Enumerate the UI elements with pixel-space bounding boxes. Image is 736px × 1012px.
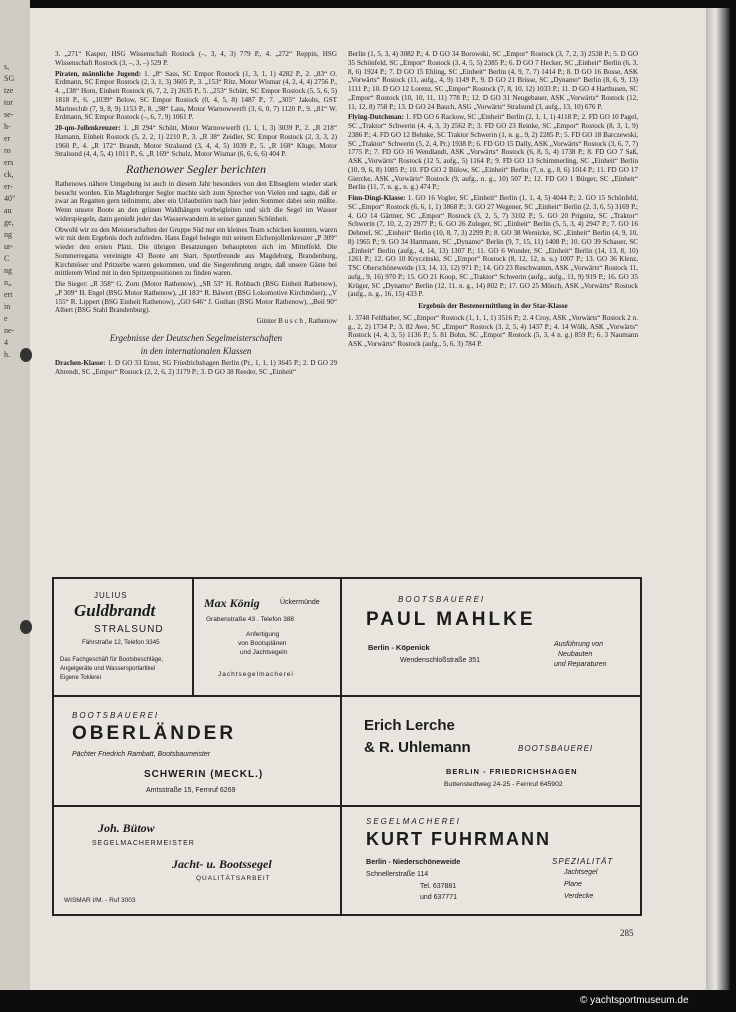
ad-fuhrmann <box>341 806 641 915</box>
paragraph: Berlin (1, 5, 3, 4) 3082 P.; 4. D GO 34 Borowski, SC „Empor“ Rostock (3, 7, 2, 3) 2538 P.; 5. D GO 35 Schönfeld, SC „Empor“ Rostock (3, 4, 5, 5) 2385 P.; 6. D GO 7 Hecker, SC „Einheit“ Berlin (6, 3, 8, 6) 1924 P.; 7. D GO 15 Ehling, SC „Einheit“ Berlin (4, 9, 7, 7) 1414 P.; 8. D GO 16 Bosse, ASK „Vorwärts“ Rostock (11, aufg., 4, 9) 1149 P., 9. D GO 21 Brisse, SC „Dynamo“ Berlin (8, 6, 9, 13) 1111 P.; 10. D GO 12 Lorenz, SC „Empor“ Rostock (7, 8, 10, 12) 1033 P.; 11. D GO 4 Harthusen, SC „Empor“ Rostock (10, 10, 11, 11) 778 P.; 12. D GO 31 Neugebauer, ASK „Vorwärts“ Rostock (12, 11, 12, 8) 758 P.; 13. D GO 24 Bauch, ASG „Vorwärts“ Stralsund (3, aufg., 13, 10) 676 P. <box>348 50 638 111</box>
ad-city: STRALSUND <box>94 624 164 635</box>
ad-name: Max König <box>204 596 260 610</box>
ad-name: Erich Lerche <box>364 717 455 734</box>
class-label: Finn-Dingi-Klasse: <box>348 194 406 202</box>
ad-name: KURT FUHRMANN <box>366 829 551 849</box>
ad-koenig <box>193 578 341 696</box>
results-text: 1. GO 16 Vogler, SC „Einheit“ Berlin (1, 1, 4, 5) 4044 P.; 2. GO 15 Schönfeld, SC „Empor“ Rostock (6, 6, 1, 1) 3868 P.; 3. GO 27 Wegener, SC „Einheit“ Berlin (2, 3, 6, 5) 3169 P.; 4. GO 14 Gärtner, SC „Empor“ Rostock (3, 2, 5, 7) 3102 P.; 5. GO 20 Prignitz, SC „Traktor“ Schwerin (7, 10, 2, 2) 2977 P.; 6. GO 26 Zuleger, SC „Einheit“ Berlin (5, 5, 3, 4) 2947 P.; 7. GO 16 Dehmel, SC „Einheit“ Berlin (10, 8, 7, 3) 2299 P.; 8. GO 38 Wernicke, SC „Einheit“ Berlin (4, 9, 10, 8) 1965 P.; 9. GO 34 Hartmann, SC „Dynamo“ Berlin (9, 7, 15, 11) 1408 P.; 10. GO 39 Schauer, SC „Einheit“ Berlin (aufg., 4, 14, 13) 1307 P.; 11. GO 6 Wunder, SC „Einheit“ Berlin (14, 13, 8, 10) 1261 P.; 12. GO 10 Kryczinski, SC „Empor“ Rostock (8, 12, 12, n. u.) 1007 P.; 13. GO 36 Klenz, TSC Oberschöneweide (13, 14, 13, 12) 971 P.; 14. GO 23 Reschwamm, ASK „Vorwärts“ Rostock 11, aufg., 9, 16) 970 P.; 15. GO 21 Koop, SC „Traktor“ Schwerin (aufg., aufg., 11, 9) 919 P.; 16. GO 35 Krüger, SC „Dynamo“ Berlin (12, 11, n. g., 14) 802 P.; 17. GO 25 Mönch, ASK „Vorwärts“ Rostock (aufg., n. g., 16, 15) 433 P. <box>348 194 638 299</box>
advertisement-block <box>52 577 642 916</box>
previous-page-fragment: er- <box>4 182 13 191</box>
ad-buetow <box>53 806 341 915</box>
previous-page-fragment: ro <box>4 146 11 155</box>
ad-name: OBERLÄNDER <box>72 723 237 744</box>
results-text: 1. „R 294“ Schütt, Motor Warnowwerft (1, 1, 1, 3) 3039 P., 2. „R 218“ Hamann, Einheit Rostock (5, 2, 2, 1) 2210 P., 3. „R 38“ Zeidler, SC Empor Rostock (2, 3, 3, 2) 1960 P., 4. „R 172“ Brandt, Motor Stralsund (3, 4, 4, 5) 1039 P., 5. „R 168“ Kluge, Motor Stralsund (4, 4, 5, 4) 1011 P., 6. „R 169“ Schulz, Motor Wismar (6, 6, 6, 6) 404 P. <box>55 124 337 159</box>
watermark: © yachtsportmuseum.de <box>580 995 689 1006</box>
ad-line: Verdecke <box>564 893 594 900</box>
previous-page-fragment: s, <box>4 62 10 71</box>
ad-lerche <box>341 696 641 806</box>
ad-line: BOOTSBAUEREI <box>518 744 594 753</box>
ad-oberlaender <box>53 696 341 806</box>
ad-guldbrandt <box>53 578 193 696</box>
ad-line: Jachtsegelmacherei <box>218 671 294 678</box>
paragraph: Die Sieger: „R 358“ G. Zorn (Motor Rathenow), „SR 53“ H. Rohbach (BSG Einheit Rathenow), „P 309“ H. Engel (BSG Motor Rathenow), „H 183“ R. Bäwert (BSG Lokomotive Kirchmöser), „V 155“ R. Lippert (BSG Einheit Rathenow), „GO 646“ J. Guthan (BSG Motor Rathenow), „Beil 90“ Albert (BSG Stahl Brandenburg). <box>55 280 337 315</box>
previous-page-fragment: C <box>4 254 10 263</box>
class-label: Drachen-Klasse: <box>55 359 106 368</box>
paragraph: Rathenows nähere Umgebung ist auch in diesem Jahr besonders von den Elbseglern wieder stark besucht worden. Ein Magdeburger Segler machte sich zum Sprecher von Vielen und sagte, daß er zwar an Regatten gern teilnimmt, aber ein Urlaubstörn nach hier jeden Sommer dabei sein müßte. Wenn unsere Boote an den grünen Waldhängen vorbeigleiten und sich die Segel im Wasser widerspiegeln, dann genießt jeder das Wasserwandern in seiner ganzen Schönheit. <box>55 179 337 223</box>
previous-page-fragment: ne- <box>4 326 15 335</box>
paragraph <box>348 194 638 299</box>
previous-page-fragment: er <box>4 134 11 143</box>
ad-city: SCHWERIN (MECKL.) <box>144 769 264 780</box>
ad-address: Grabenstraße 43 . Telefon 388 <box>206 616 295 623</box>
previous-page-fragment: se- <box>4 110 14 119</box>
ad-line: JULIUS <box>94 591 128 600</box>
section-heading: Ergebnisse der Deutschen Segelmeisterschaften <box>109 332 283 343</box>
paragraph: 1. 3748 Fehlhaber, SC „Empor“ Rostock (1, 1, 1, 1) 3516 P.; 2. 4 Croy, ASK „Vorwärts“ Rostock 2 n. g., 2, 2) 1734 P.; 3. 82 Awe, SC „Empor“ Rostock (3, 2, 5, 4) 1437 P.; 4. 14 Wölk, ASK „Vorwärts“ Rostock (4, 4, 3, 5) 1136 P.; 5. 81 Bohn, SC „Empor“ Rostock (5, 3, 4 n. g.) 859 P.; 6. 3 Naumann ASK „Vorwärts“ Rostock (aufg., 5, 6, 3) 784 P. <box>348 313 638 348</box>
ad-address: Amtsstraße 15, Fernruf 6269 <box>146 787 236 794</box>
previous-page-fragment: n„ <box>4 278 12 287</box>
ad-line: Angelgeräte und Wassersportartikel <box>60 666 156 672</box>
previous-page-fragment: SG <box>4 74 15 83</box>
ad-line: Plane <box>564 881 582 888</box>
previous-page-strip <box>0 0 30 990</box>
previous-page-fragment: ers <box>4 158 14 167</box>
article-signature: Günter B u s c h , Rathenow <box>256 317 337 325</box>
ad-phone: und 637771 <box>420 894 457 901</box>
ad-name: Guldbrandt <box>74 601 156 620</box>
previous-page-fragment: ert <box>4 290 13 299</box>
previous-page-fragment: h- <box>4 122 11 131</box>
results-text: 1. FD GO 6 Rackow, SC „Einheit“ Berlin (2, 1, 1, 1) 4118 P.; 2. FD GO 10 Pagel, SC „Traktor“ Schwerin (4, 4, 3, 3) 2562 P.; 3. FD GO 23 Reinke, SC „Empor“ Rostock (8, 3, 1, 9) 2386 P.; 4. FD GO 12 Behnke, SC Traktor Schwerin (1, n. g., 9, 2) 2285 P.; 5. FD GO 18 Barczewski, SC „Traktor“ Schwerin (5, 2, 4, Pr.) 1938 P.; 6. FD GO 15 Dally, ASK „Vorwärts“ Rostock (3, 6, 7, 7) 1775 P.; 7. FD GO 16 Wendlandt, ASK „Vorwärts“ Rostock (6, 8, 5, 4) 1738 P.; 8. FD GO 7 Saß, ASK „Vorwärts“ Rostock (12 5, aufg., 5) 1164 P.; 9. FD GO 13 Schimmerling, SC „Einheit“ Berlin (10, 9, 6, 8) 1085 P.; 10. FD GO 2 Bülow, SC „Einheit“ Berlin (7, n. g., 8, 6) 1014 P.; 11. FD GO 17 Giercke, ASK „Vorwärts“ Rostock (9, aufg., n. g., 10) 507 P.; 12. FD GO 1 Bürger, SC „Einheit“ Berlin (11, 7, n. g., n. g.) 474 P.; <box>348 113 638 192</box>
section-title: Ergebnis der Bestenermittlung in der Star-Klasse <box>418 302 568 310</box>
ad-line: Eigene Toklerei <box>60 675 101 681</box>
ad-line: SEGELMACHEREI <box>366 817 461 826</box>
paragraph <box>348 113 638 192</box>
previous-page-fragment: in <box>4 302 11 311</box>
ad-line: Neubauten <box>558 651 593 658</box>
class-label: Piraten, männliche Jugend: <box>55 69 142 78</box>
previous-page-fragment: e <box>4 314 8 323</box>
previous-page-fragment: ge, <box>4 218 14 227</box>
ad-line: BOOTSBAUEREI <box>72 711 160 720</box>
ad-line: von Bootsplänen <box>238 640 287 647</box>
previous-page-fragment: 4 <box>4 338 8 347</box>
ad-address: Buttenstedtweg 24-25 - Fernruf 645902 <box>444 781 563 788</box>
ad-line: Jachtsegel <box>564 869 598 876</box>
section-subheading: in den internationalen Klassen <box>140 345 252 356</box>
ad-city: Ückermünde <box>280 599 320 606</box>
ad-name: PAUL MAHLKE <box>366 609 536 630</box>
results-text: 1. „8“ Sass, SC Empor Rostock (1, 3, 1, 1) 4282 P., 2. „83“ O. Erdmann, SC Empor Rostock (2, 3, 1, 3) 3605 P., 3. „153“ Ritz, Motor Wismar (4, 2, 4, 4) 2756 P., 4. „138“ Horn, Einheit Rostock (6, 7, 2, 2) 2635 P., 5. „253“ Schütt, SC Empor Rostock (5, 5, 6, 5) 1818 P., 6. „1039“ Below, SC Empor Rostock (0, 4, 5, 8) 1487 P., 7. „305“ Jakobs, GST Marineclub (7, 9, 8, 9) 1153 P., 8. „98“ Lass, Motor Warnowwerft (3, 6, 0, 7) 1120 P., 9. „81“ W. Erdmann, SC Empor Rostock (–, 6, 7, 9) 1061 P. <box>55 69 338 122</box>
ad-address: Wendenschloßstraße 351 <box>400 657 481 664</box>
text-column-right <box>348 50 638 351</box>
class-label: Flying-Dutchman: <box>348 113 404 122</box>
results-text: 1. D GO 33 Ernst, SG Friedrichshagen Berlin (Pr., 1, 1, 1) 3645 P.; 2. D GO 29 Ahrendt, SC „Empor“ Rostock (2, 2, 6, 2) 3179 P.; 3. D GO 38 Reeder, SC „Einheit“ <box>55 359 337 376</box>
ad-line: und Reparaturen <box>554 661 607 668</box>
ad-line: SEGELMACHERMEISTER <box>92 840 195 847</box>
previous-page-fragment: ng <box>4 266 12 275</box>
previous-page-fragment: h. <box>4 350 10 359</box>
ad-line: Anfertigung <box>246 631 280 638</box>
ad-city: BERLIN - FRIEDRICHSHAGEN <box>446 767 578 776</box>
previous-page-fragment: ck, <box>4 170 14 179</box>
page-number: 285 <box>620 928 634 938</box>
ad-line: Jacht- u. Bootssegel <box>172 857 272 871</box>
article-heading: Rathenower Segler berichten <box>126 162 266 176</box>
ad-line: Ausführung von <box>554 641 604 648</box>
ad-line: und Jachtsegeln <box>240 649 288 656</box>
ad-mahlke <box>341 578 641 696</box>
previous-page-fragment: ng <box>4 230 12 239</box>
paragraph: 3. „271“ Kasper, HSG Wissenschaft Rostock (–, 3, 4, 3) 779 P., 4. „272“ Reppin, HSG Wissenschaft Rostock (3, –, 3, –) 529 P. <box>55 50 337 67</box>
ad-line: QUALITÄTSARBEIT <box>196 875 271 882</box>
ad-line: Das Fachgeschäft für Bootsbeschläge, <box>60 657 164 663</box>
paragraph: Obwohl wir zu den Meisterschaften der Gruppe Süd nur ein kleines Team schicken konnten, waren wir mit dem Ergebnis doch zufrieden. Hans Engel belegte mit seinem Eichenjollenkreuzer „P 309“ wieder den ersten Platz. Die übrigen Besatzungen behaupteten sich im Mittelfeld. Die Sommerregatta vereinigte 43 Boote am Start. Sportfreunde aus Magdeburg, Brandenburg, Kirchmöser und Pritzerbe waren gekommen, und die Siegerehrung zeigte, daß unsere Gäste bei mittlerem Wind mit in den Spitzenpositionen zu finden waren. <box>55 225 337 278</box>
ad-city: WISMAR I/M. - Ruf 3003 <box>64 897 136 904</box>
ad-line: SPEZIALITÄT <box>552 857 614 866</box>
ad-line: Pächter Friedrich Rambatt, Bootsbaumeister <box>72 751 211 758</box>
previous-page-fragment: ur- <box>4 242 14 251</box>
previous-page-fragment: tze <box>4 86 14 95</box>
ad-name: Joh. Bütow <box>98 821 155 835</box>
ad-address: Schnellerstraße 114 <box>366 871 429 878</box>
binding-hole <box>20 620 32 634</box>
page-edge <box>706 8 730 990</box>
ad-line: BOOTSBAUEREI <box>398 595 486 604</box>
ad-name: & R. Uhlemann <box>364 739 471 756</box>
binding-hole <box>20 348 32 362</box>
ad-city: Berlin - Köpenick <box>368 643 430 652</box>
paragraph <box>55 359 337 377</box>
ad-phone: Tel. 637881 <box>420 883 457 890</box>
class-label: 20-qm-Jollenkreuzer: <box>55 124 121 132</box>
previous-page-fragment: tor <box>4 98 13 107</box>
ad-city: Berlin - Niederschöneweide <box>366 857 461 866</box>
previous-page-fragment: 40" <box>4 194 16 203</box>
paragraph <box>55 70 337 123</box>
text-column-left <box>55 50 337 379</box>
paragraph <box>55 124 337 159</box>
ad-address: Fährstraße 12, Telefon 3345 <box>82 639 160 646</box>
previous-page-fragment: au <box>4 206 12 215</box>
